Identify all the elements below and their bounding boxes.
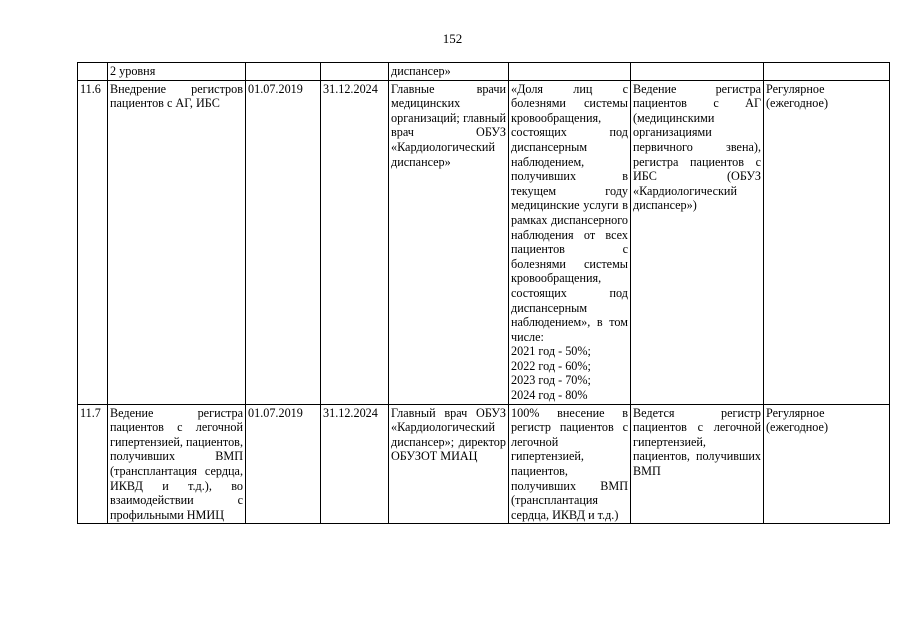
cell-num: 11.7: [78, 404, 108, 524]
cell-result: Ведение регистра пациентов с АГ (медицинскими организациями первичного звена), регистра пациентов с ИБС (ОБУЗ «Кардиологический диспансер»): [631, 80, 764, 404]
indicator-values-list: [511, 344, 628, 402]
page-number: 152: [442, 31, 463, 46]
cell-event: 2 уровня: [108, 63, 246, 81]
indicator-value: 2022 год - 60%;: [511, 358, 591, 373]
cell-frequency: [764, 63, 890, 81]
indicator-value: 2023 год - 70%;: [511, 373, 591, 388]
cell-indicator: [509, 63, 631, 81]
cell-num: [78, 63, 108, 81]
table-row-11-7: [78, 404, 890, 524]
table-row-continuation: [78, 63, 890, 81]
activities-table: [77, 62, 890, 524]
cell-start-date: [246, 63, 321, 81]
cell-frequency: Регулярное (ежегодное): [764, 404, 890, 524]
cell-event: Внедрение регистров пациентов с АГ, ИБС: [108, 80, 246, 404]
cell-end-date: [321, 63, 389, 81]
cell-event: Ведение регистра пациентов с легочной гипертензией, пациентов, получивших ВМП (трансплантация сердца, ИКВД и т.д.), во взаимодействии с профильными НМИЦ: [108, 404, 246, 524]
cell-start-date: 01.07.2019: [246, 80, 321, 404]
indicator-value: 2024 год - 80%: [511, 388, 588, 403]
cell-responsible: диспансер»: [389, 63, 509, 81]
cell-indicator: [509, 80, 631, 404]
cell-responsible: Главный врач ОБУЗ «Кардиологический диспансер»; директор ОБУЗОТ МИАЦ: [389, 404, 509, 524]
cell-responsible: Главные врачи медицинских организаций; главный врач ОБУЗ «Кардиологический диспансер»: [389, 80, 509, 404]
indicator-text: «Доля лиц с болезнями системы кровообращения, состоящих под диспансерным наблюдением, получивших в текущем году медицинские услуги в рамках диспансерного наблюдения от всех пациентов с болезнями системы кровообращения, состоящих под диспансерным наблюдением», в том числе:: [511, 81, 628, 344]
table-row-11-6: [78, 80, 890, 404]
cell-end-date: 31.12.2024: [321, 404, 389, 524]
cell-num: 11.6: [78, 80, 108, 404]
cell-result: [631, 63, 764, 81]
cell-end-date: 31.12.2024: [321, 80, 389, 404]
cell-frequency: Регулярное (ежегодное): [764, 80, 890, 404]
cell-indicator: 100% внесение в регистр пациентов с легочной гипертензией, пациентов, получивших ВМП (трансплантация сердца, ИКВД и т.д.): [509, 404, 631, 524]
cell-start-date: 01.07.2019: [246, 404, 321, 524]
cell-result: Ведется регистр пациентов с легочной гипертензией, пациентов, получивших ВМП: [631, 404, 764, 524]
indicator-value: 2021 год - 50%;: [511, 344, 591, 359]
